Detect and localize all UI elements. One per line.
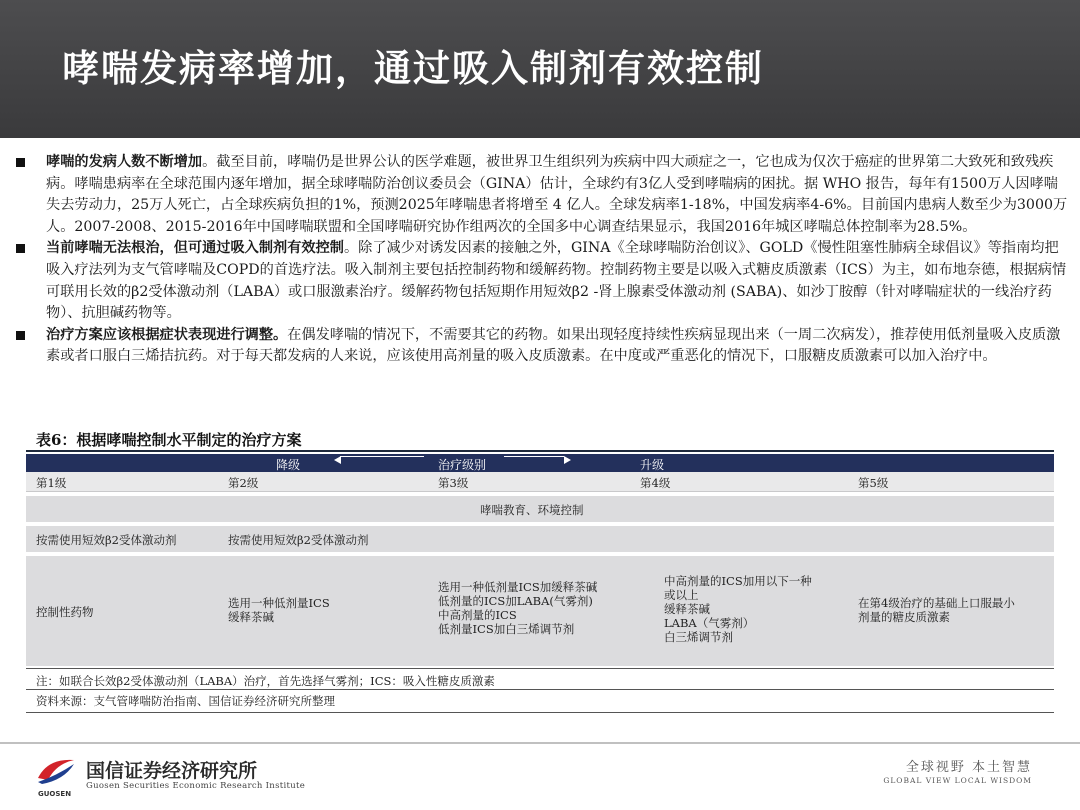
square-bullet-icon [16,244,25,253]
square-bullet-icon [16,331,25,340]
controller-step4-cell: 中高剂量的ICS加用以下一种 或以上 缓释茶碱 LABA（气雾剂） 白三烯调节剂 [664,574,812,644]
treatment-level-label: 治疗级别 [438,458,487,472]
controller-step5-cell: 在第4级治疗的基础上口服最小 剂量的糖皮质激素 [858,596,1015,624]
step-header-row [26,472,1054,492]
table-title: 表6：根据哮喘控制水平制定的治疗方案 [36,431,302,449]
controller-step2-cell: 选用一种低剂量ICS 缓释茶碱 [228,596,330,624]
controller-row [26,556,1054,666]
education-row [26,496,1054,522]
body-text [14,152,1070,368]
arrow-line [340,456,424,457]
arrow-left-icon [334,456,341,464]
step-2-label: 第2级 [228,476,259,490]
source-note: 资料来源：支气管哮喘防治指南、国信证券经济研究所整理 [36,694,335,708]
controller-step3-cell: 选用一种低剂量ICS加缓释茶碱 低剂量的ICS加LABA(气雾剂) 中高剂量的ICS 低剂量ICS加白三烯调节剂 [438,580,598,636]
bullet-item [14,152,1070,238]
header-banner [0,0,1080,138]
bullet-lead: 当前哮喘无法根治，但可通过吸入制剂有效控制 [46,240,344,257]
treatment-level-bar [26,454,1054,472]
arrow-right-icon [564,456,571,464]
step-4-label: 第4级 [640,476,671,490]
guosen-logo-icon [34,754,78,790]
upgrade-label: 升级 [640,458,665,472]
bullet-item [14,325,1070,368]
bullet-lead: 哮喘的发病人数不断增加 [46,154,203,170]
slogan-en: GLOBAL VIEW LOCAL WISDOM [883,776,1032,785]
downgrade-label: 降级 [276,458,301,472]
reliever-step2-cell: 按需使用短效β2受体激动剂 [228,533,369,547]
org-name-en: Guosen Securities Economic Research Institute [86,781,306,791]
footer-rule [0,742,1080,744]
step-1-label: 第1级 [36,476,67,490]
treatment-table [26,454,1054,666]
table-note: 注：如联合长效β2受体激动剂（LABA）治疗，首先选择气雾剂；ICS：吸入性糖皮质激素 [26,668,1054,690]
arrow-line [504,456,564,457]
slogan-cn: 全球视野 本土智慧 [905,760,1032,775]
bullet-text: 。截至目前，哮喘仍是世界公认的医学难题，被世界卫生组织列为疾病中四大顽症之一，它也成为仅次于癌症的世界第二大致死和致残疾病。哮喘患病率在全球范围内逐年增加，据全球哮喘防治创议委员会（GINA）估计，全球约有3亿人受到哮喘病的困扰。据 WHO 报告，每年有1500万人因哮喘失去劳动力，25万人死亡，占全球疾病负担的1%，预测2025年哮喘患者将增至 4 亿人。全球发病率1-18%，中国发病率4-6%。目前国内患病人数至少为3000万人。2007-2008、2015-2016年中国哮喘联盟和全国哮喘研究协作组两次的全国多中心调查结果显示，我国2016年城区哮喘总体控制率为28.5%。 [46,154,1068,235]
square-bullet-icon [16,158,25,167]
org-name-cn: 国信证券经济研究所 [86,760,258,782]
bullet-lead: 治疗方案应该根据症状表现进行调整。 [46,326,288,343]
reliever-step1-cell: 按需使用短效β2受体激动剂 [36,533,177,547]
table-top-rule [26,450,1054,452]
page-title: 哮喘发病率增加，通过吸入制剂有效控制 [62,46,764,90]
step-5-label: 第5级 [858,476,889,490]
source-rule [26,712,1054,713]
education-cell: 哮喘教育、环境控制 [480,503,584,517]
logo-tag: GUOSEN [38,790,72,798]
reliever-row [26,526,1054,552]
bullet-item [14,238,1070,324]
step-3-label: 第3级 [438,476,469,490]
controller-label: 控制性药物 [36,605,94,619]
bullet-text: 在偶发哮喘的情况下，不需要其它的药物。如果出现轻度持续性疾病显现出来（一周二次病发），推荐使用低剂量吸入皮质激素或者口服白三烯拮抗药。对于每天都发病的人来说，应该使用高剂量的吸入皮质激素。在中度或严重恶化的情况下，口服糖皮质激素可以加入治疗中。 [46,326,1061,365]
bullet-text: 。除了减少对诱发因素的接触之外，GINA《全球哮喘防治创议》、GOLD《慢性阻塞性肺病全球倡议》等指南均把吸入疗法列为支气管哮喘及COPD的首选疗法。吸入制剂主要包括控制药物和缓解药物。控制药物主要是以吸入式糖皮质激素（ICS）为主，如布地奈德，根据病情可联用长效的β2受体激动剂（LABA）或口服激素治疗。缓解药物包括短期作用短效β2 -肾上腺素受体激动剂 (SABA)、如沙丁胺醇（针对哮喘症状的一线治疗药物）、抗胆碱药物等。 [46,240,1067,322]
